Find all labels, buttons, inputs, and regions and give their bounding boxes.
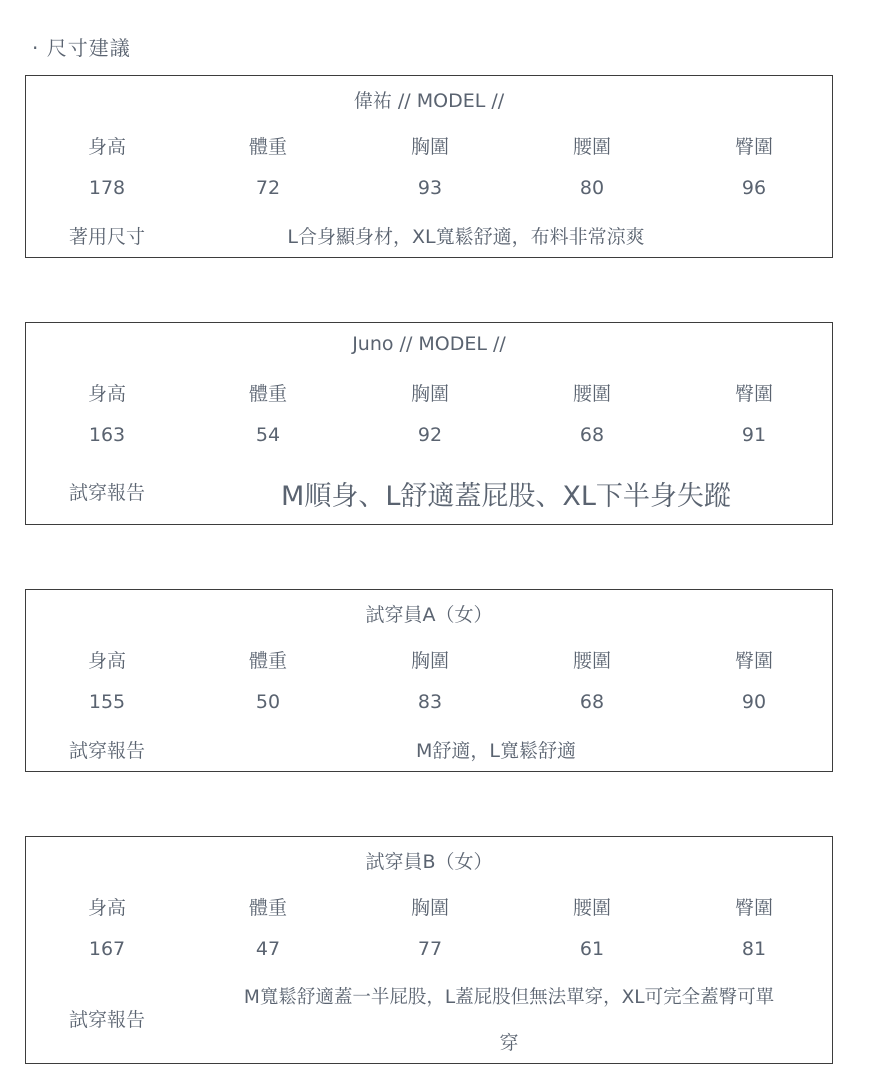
section-title: · 尺寸建議 — [32, 36, 131, 60]
header-cell: 臀圍 — [734, 383, 773, 405]
header-cell: 腰圍 — [572, 897, 611, 919]
value-cell: 81 — [741, 938, 767, 960]
tester-card — [25, 836, 833, 1064]
header-cell: 胸圍 — [410, 136, 449, 158]
card-title: 偉祐 // MODEL // — [353, 90, 505, 112]
value-cell: 96 — [741, 177, 767, 199]
value-cell: 80 — [579, 177, 605, 199]
report-text-line2: 穿 — [499, 1032, 519, 1054]
value-cell: 77 — [417, 938, 443, 960]
value-row — [26, 177, 832, 207]
value-cell: 91 — [741, 424, 767, 446]
header-cell: 腰圍 — [572, 650, 611, 672]
model-card — [25, 322, 833, 525]
card-title: 試穿員B（女） — [365, 851, 493, 873]
value-cell: 68 — [579, 691, 605, 713]
header-row — [26, 893, 832, 923]
value-cell: 178 — [88, 177, 126, 199]
report-text-line1: M寬鬆舒適蓋一半屁股，L蓋屁股但無法單穿，XL可完全蓋臀可單 — [243, 987, 775, 1008]
report-label: 試穿報告 — [68, 1009, 145, 1031]
report-text: L合身顯身材，XL寬鬆舒適，布料非常涼爽 — [287, 226, 645, 248]
header-cell: 胸圍 — [410, 383, 449, 405]
header-cell: 腰圍 — [572, 136, 611, 158]
header-cell: 臀圍 — [734, 136, 773, 158]
header-row — [26, 132, 832, 162]
header-cell: 身高 — [87, 136, 126, 158]
header-cell: 臀圍 — [734, 897, 773, 919]
value-cell: 167 — [88, 938, 126, 960]
value-cell: 47 — [255, 938, 281, 960]
header-cell: 體重 — [248, 383, 287, 405]
header-cell: 胸圍 — [410, 650, 449, 672]
value-cell: 92 — [417, 424, 443, 446]
report-label: 試穿報告 — [68, 482, 145, 504]
value-cell: 68 — [579, 424, 605, 446]
header-cell: 胸圍 — [410, 897, 449, 919]
header-cell: 身高 — [87, 383, 126, 405]
model-card — [25, 75, 833, 258]
value-cell: 93 — [417, 177, 443, 199]
report-label: 著用尺寸 — [68, 226, 145, 248]
value-cell: 83 — [417, 691, 443, 713]
header-cell: 體重 — [248, 897, 287, 919]
header-cell: 身高 — [87, 650, 126, 672]
value-cell: 72 — [255, 177, 281, 199]
header-cell: 體重 — [248, 650, 287, 672]
value-cell: 155 — [88, 691, 126, 713]
tester-card — [25, 589, 833, 772]
value-cell: 50 — [255, 691, 281, 713]
card-title: 試穿員A（女） — [365, 604, 493, 626]
report-label: 試穿報告 — [68, 740, 145, 762]
value-cell: 61 — [579, 938, 605, 960]
header-cell: 腰圍 — [572, 383, 611, 405]
card-title: Juno // MODEL // — [352, 333, 506, 355]
value-cell: 90 — [741, 691, 767, 713]
report-text: M舒適，L寬鬆舒適 — [416, 740, 576, 762]
header-cell: 身高 — [87, 897, 126, 919]
report-text: M順身、L舒適蓋屁股、XL下半身失蹤 — [281, 481, 731, 512]
value-row — [26, 691, 832, 721]
value-cell: 163 — [88, 424, 126, 446]
header-row — [26, 646, 832, 676]
header-cell: 體重 — [248, 136, 287, 158]
header-cell: 臀圍 — [734, 650, 773, 672]
value-cell: 54 — [255, 424, 281, 446]
value-row — [26, 938, 832, 968]
value-row — [26, 424, 832, 454]
header-row — [26, 379, 832, 409]
